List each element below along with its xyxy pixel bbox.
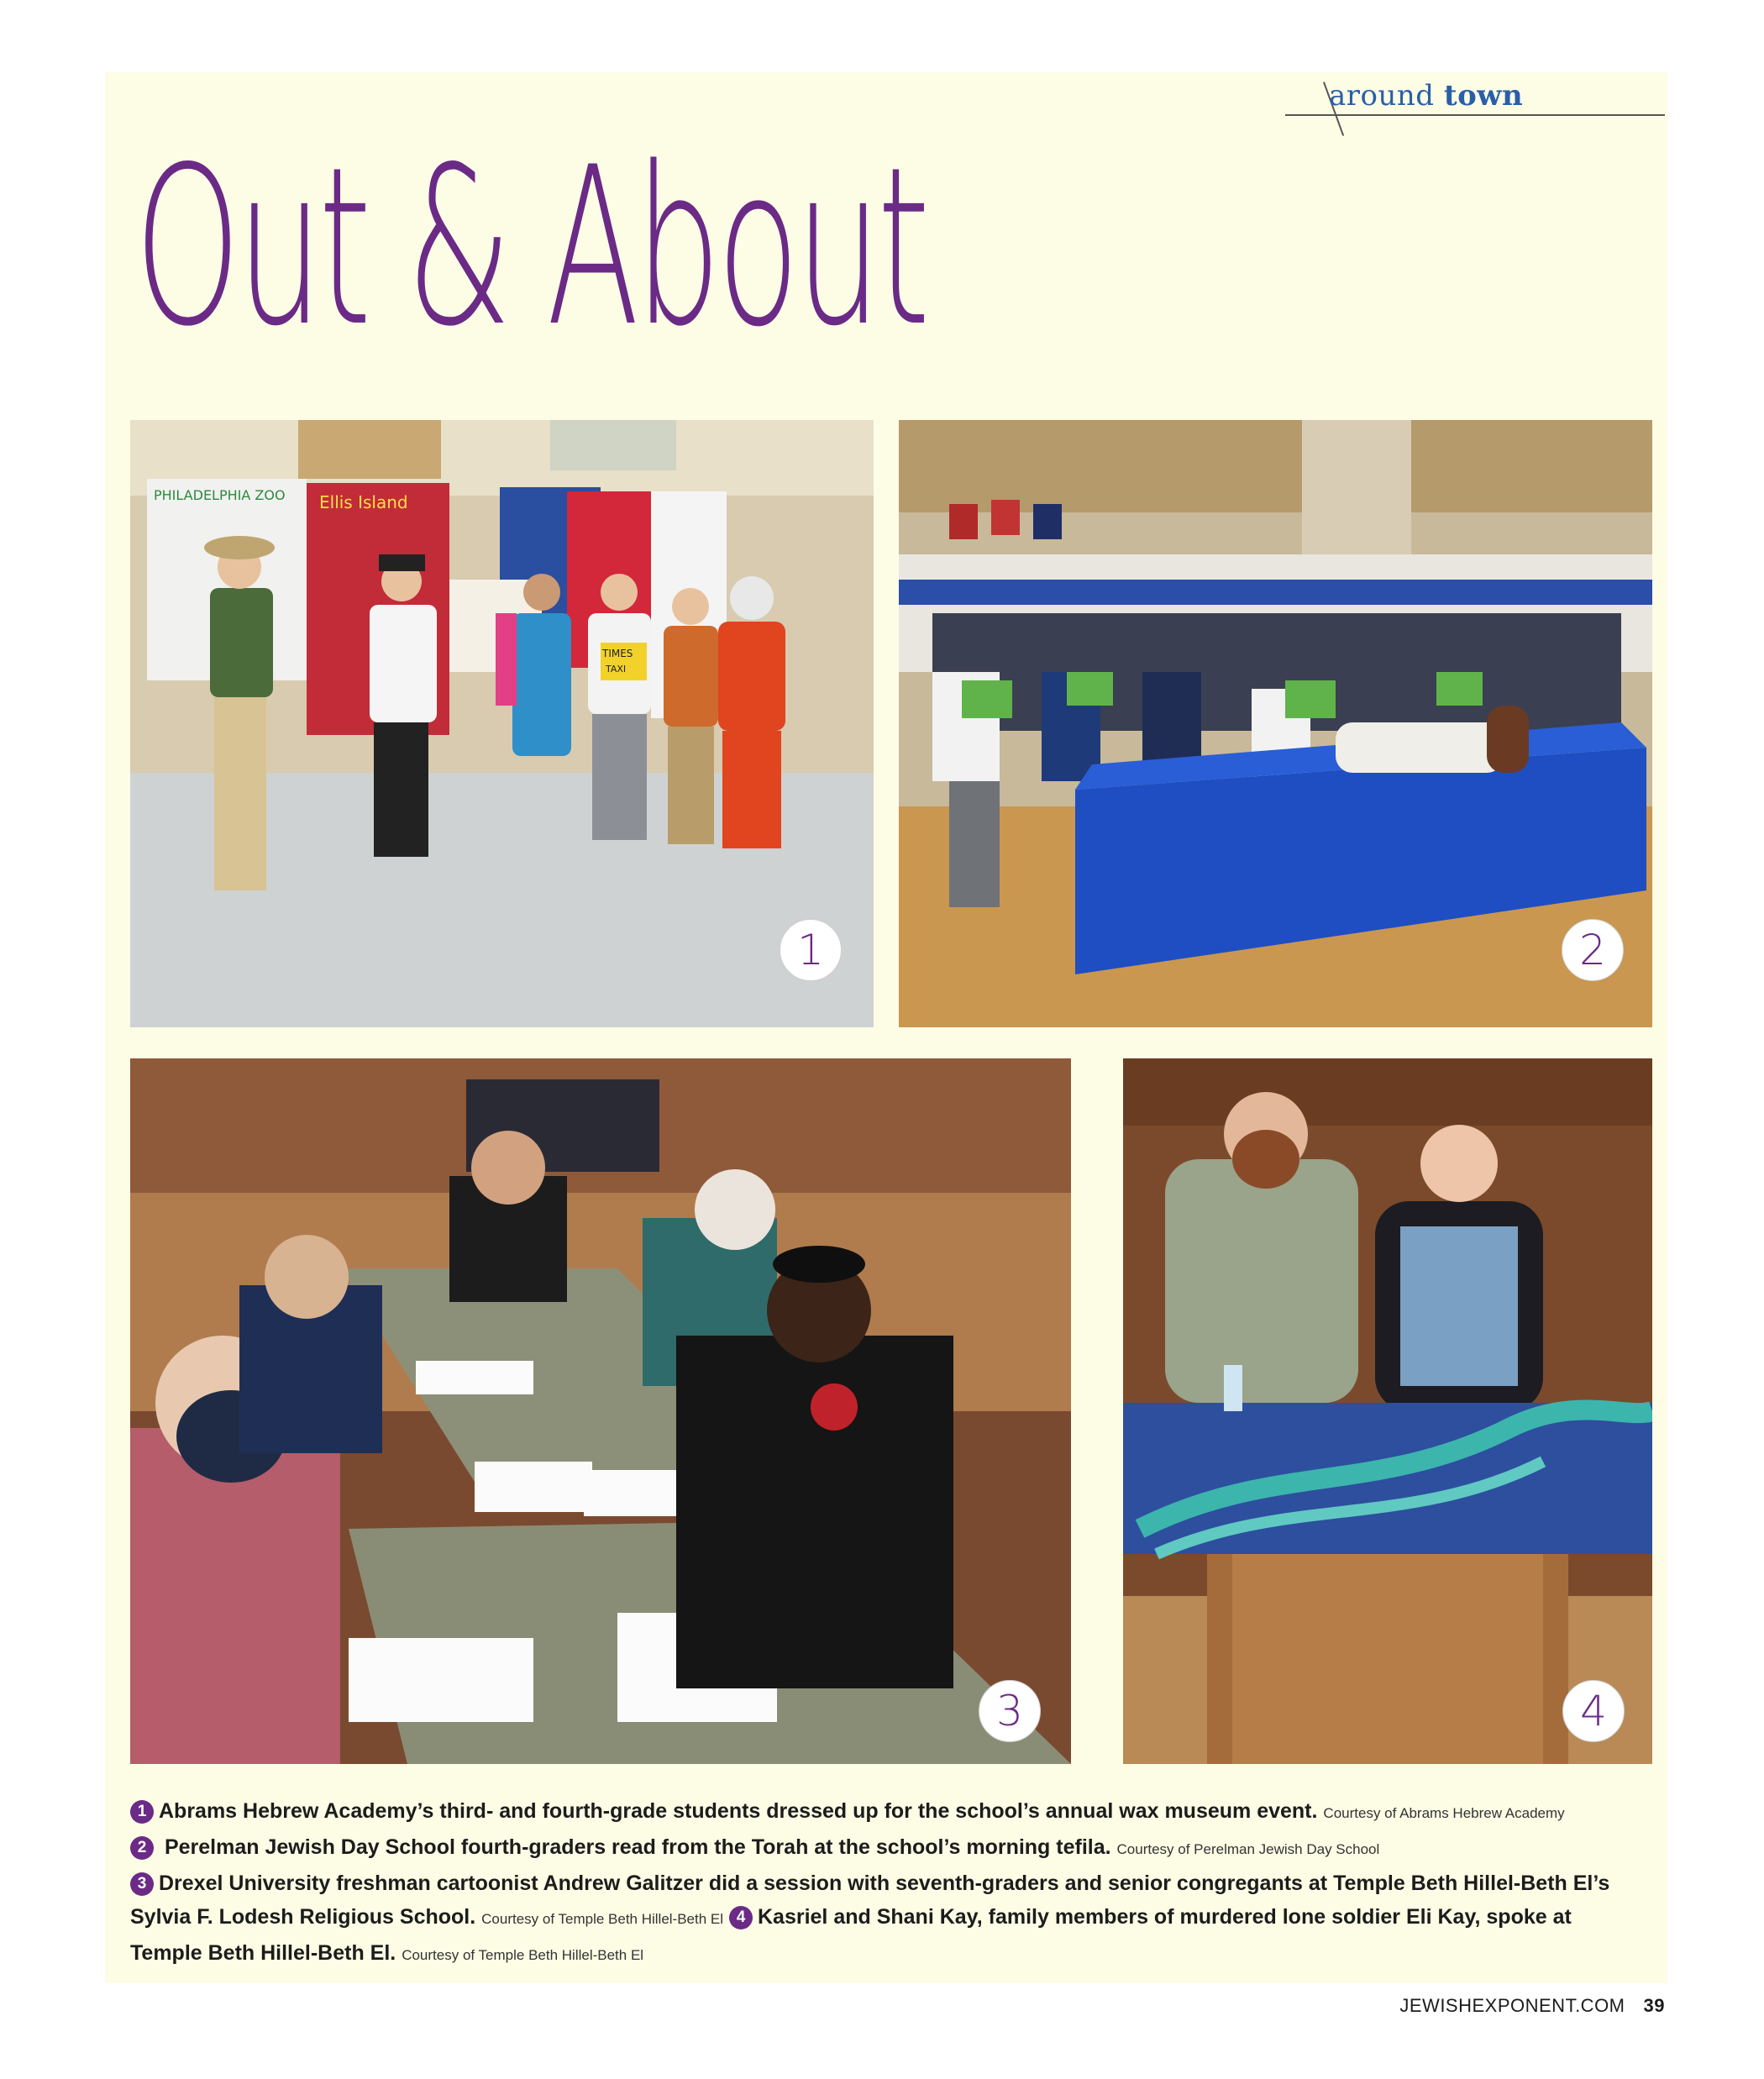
- zoo-sign: PHILADELPHIA ZOO: [154, 487, 286, 503]
- photo-captions: [130, 1794, 1642, 1972]
- caption-3-credit: Courtesy of Temple Beth Hillel-Beth El: [481, 1911, 724, 1927]
- section-word-around: around: [1329, 79, 1435, 113]
- photo-cartoon-session: [130, 1058, 1071, 1764]
- times-sign: TIMES: [602, 648, 633, 659]
- caption-4-text: Kasriel and Shani Kay, family members of murdered lone soldier Eli Kay, spoke at Temple Beth Hillel-Beth El.: [130, 1905, 1572, 1965]
- page-title: Out & About: [134, 121, 927, 375]
- section-rule: [1285, 114, 1665, 116]
- caption-3-text: Drexel University freshman cartoonist Andrew Galitzer did a session with seventh-graders and senior congregants at Temple Beth Hillel-Beth El’s Sylvia F. Lodesh Religious School.: [130, 1872, 1610, 1929]
- page-number: 39: [1643, 1995, 1665, 2016]
- caption-number-4: 4: [729, 1906, 753, 1929]
- photo-badge-3: 3: [979, 1680, 1041, 1742]
- caption-2-credit: Courtesy of Perelman Jewish Day School: [1116, 1841, 1380, 1857]
- caption-4-credit: Courtesy of Temple Beth Hillel-Beth El: [402, 1947, 644, 1963]
- caption-2-text: Perelman Jewish Day School fourth-graders read from the Torah at the school’s morning tefila.: [164, 1835, 1111, 1859]
- caption-number-3: 3: [130, 1872, 154, 1896]
- caption-number-1: 1: [130, 1800, 154, 1824]
- footer-site: JEWISHEXPONENT.COM: [1399, 1995, 1625, 2016]
- page-footer: [1399, 1995, 1665, 2017]
- photo-badge-4: 4: [1562, 1680, 1625, 1742]
- photo-badge-2: 2: [1562, 919, 1624, 981]
- photo-kay-speakers: [1123, 1058, 1652, 1764]
- caption-1-text: Abrams Hebrew Academy’s third- and fourth-grade students dressed up for the school’s annual wax museum event.: [159, 1799, 1318, 1823]
- section-label: [1329, 79, 1523, 113]
- section-word-town: town: [1443, 79, 1524, 113]
- caption-1-credit: Courtesy of Abrams Hebrew Academy: [1323, 1805, 1565, 1821]
- photo-torah-reading: [899, 420, 1652, 1027]
- photo-wax-museum: [130, 420, 874, 1027]
- ellis-island-sign: Ellis Island: [319, 492, 408, 512]
- caption-number-2: 2: [130, 1836, 154, 1860]
- photo-badge-1: 1: [780, 919, 842, 981]
- taxi-sign: TAXI: [606, 664, 627, 675]
